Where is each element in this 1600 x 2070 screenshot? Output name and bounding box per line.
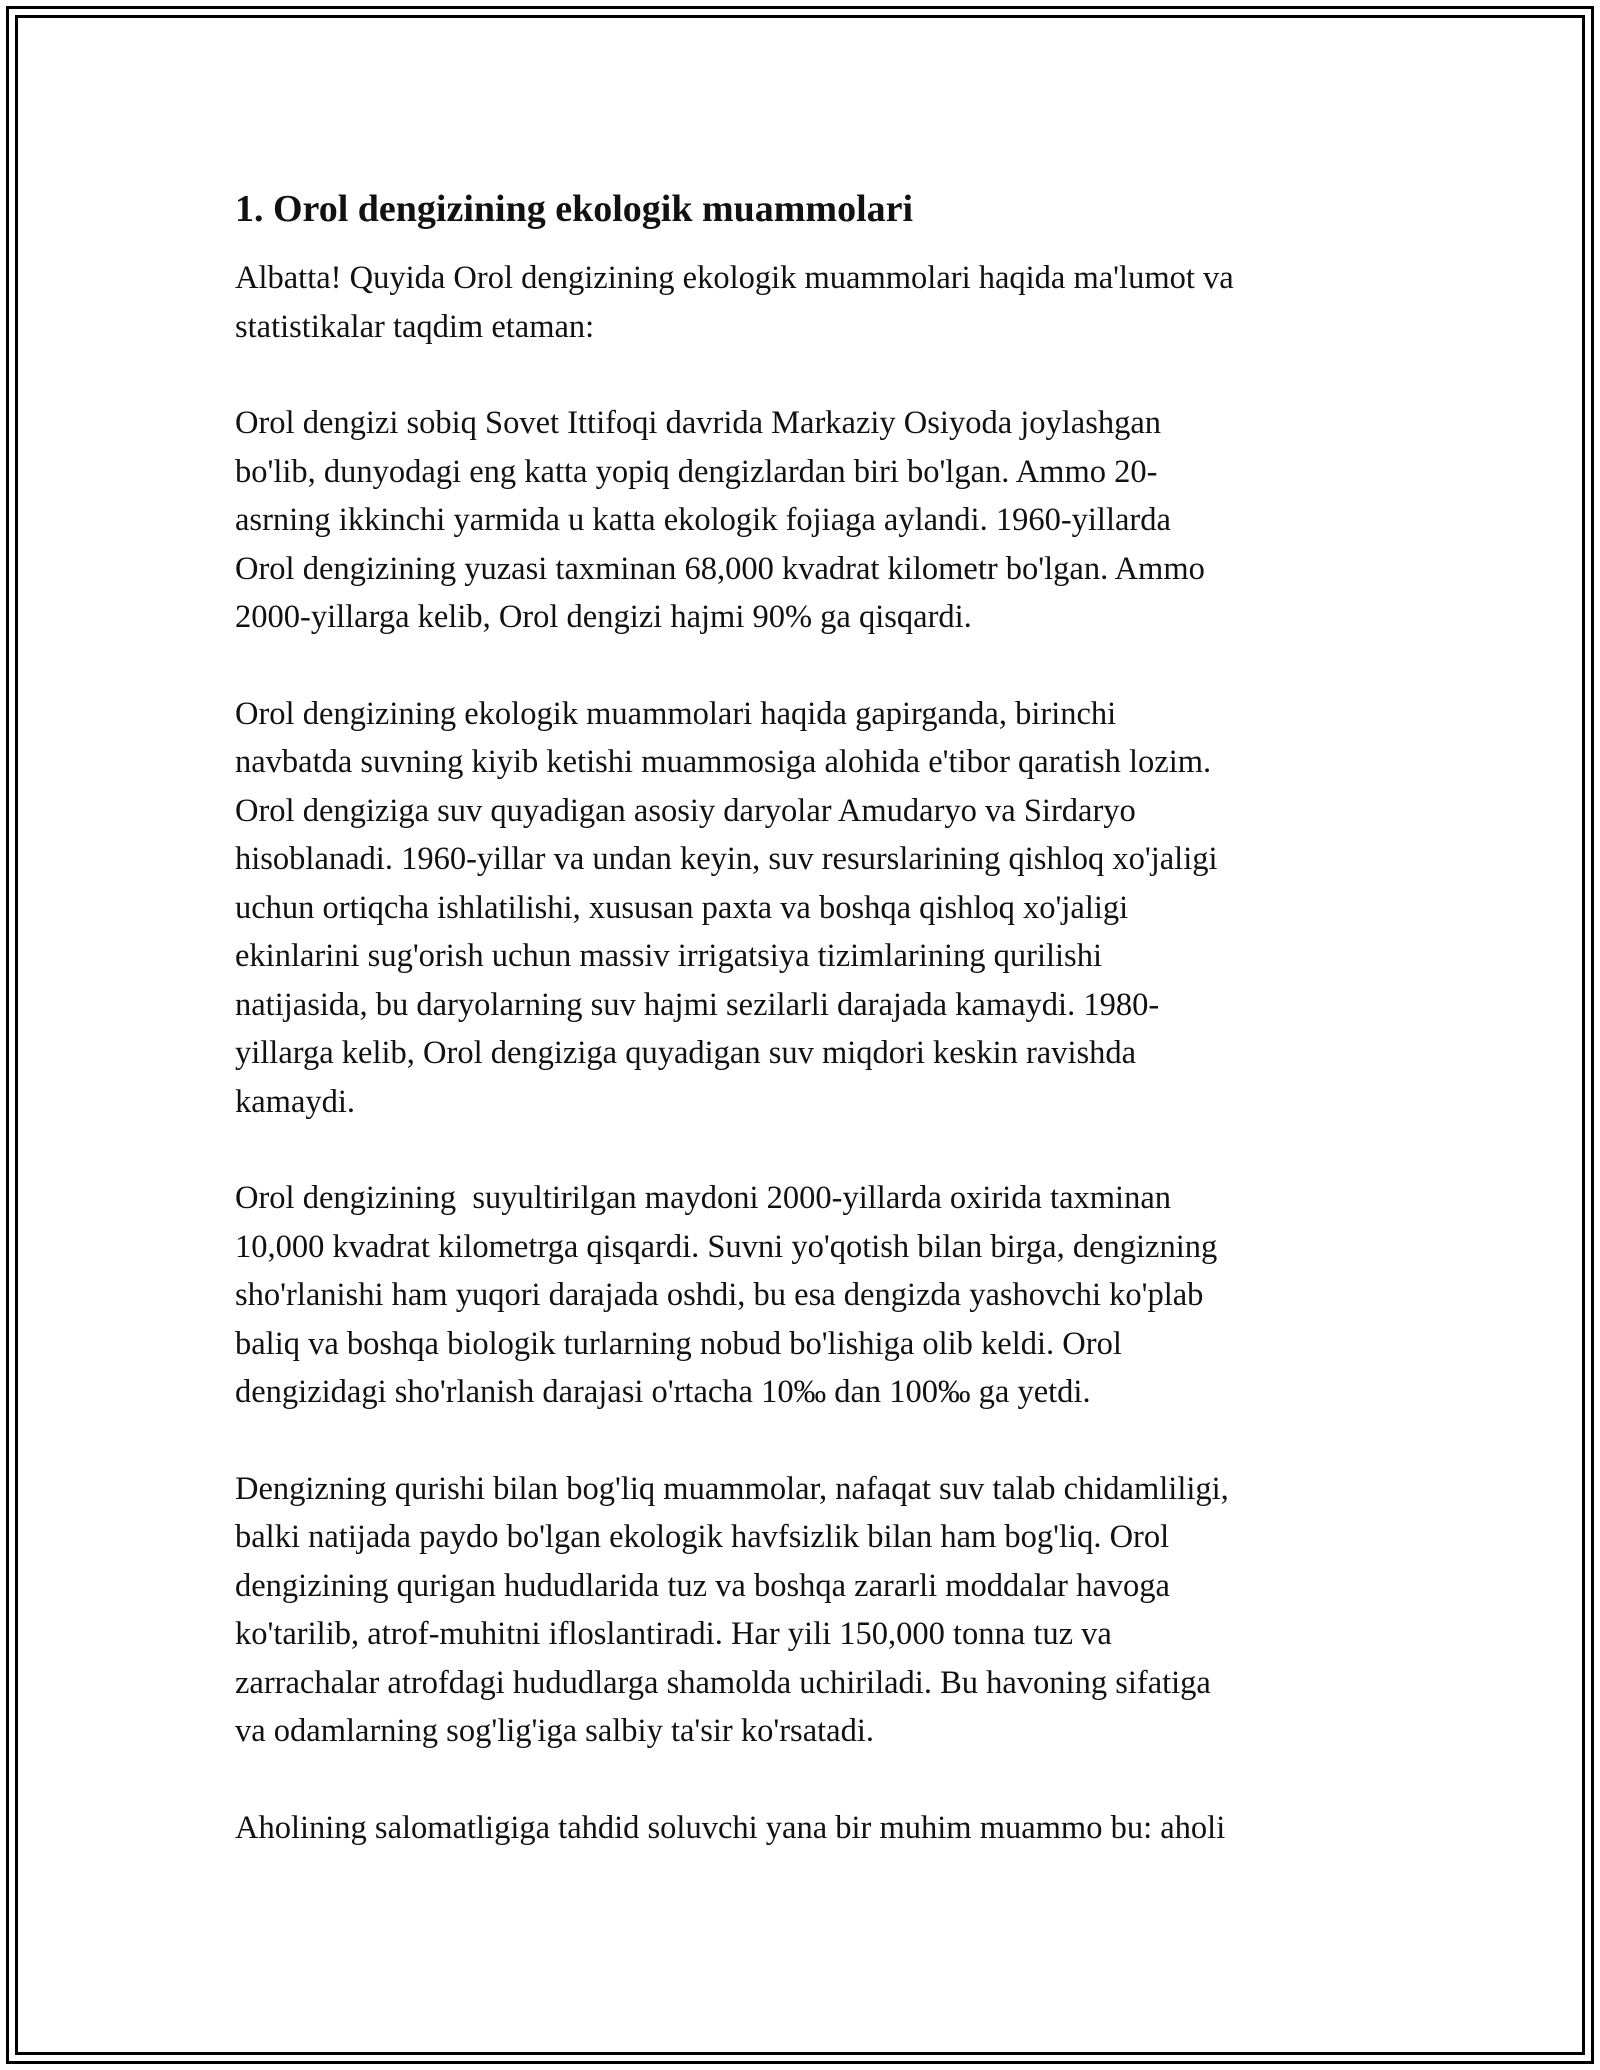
paragraph-rivers: Orol dengizining ekologik muammolari haqida gapirganda, birinchi navbatda suvning kiyib ketishi muammosiga alohida e'tibor qaratish lozim. Orol dengiziga suv quyadigan asosiy daryolar Amudaryo va Sirdaryo hisoblanadi. 1960-yillar va undan keyin, suv resurslarining qishloq xo'jaligi uchun ortiqcha ishlatilishi, xususan paxta va boshqa qishloq xo'jaligi ekinlarini sug'orish uchun massiv irrigatsiya tizimlarining qurilishi natijasida, bu daryolarning suv hajmi sezilarli darajada kamaydi. 1980- yillarga kelib, Orol dengiziga quyadigan suv miqdori keskin ravishda kamaydi. xyxy=(235,695,1218,1120)
paragraph-history: Orol dengizi sobiq Sovet Ittifoqi davrida Markaziy Osiyoda joylashgan bo'lib, dunyodagi eng katta yopiq dengizlardan biri bo'lgan. Ammo 20- asrning ikkinchi yarmida u katta ekologik fojiaga aylandi. 1960-yillarda Orol dengizining yuzasi taxminan 68,000 kvadrat kilometr bo'lgan. Ammo 2000-yillarga kelib, Orol dengizi hajmi 90% ga qisqardi. xyxy=(235,405,1205,636)
document-page xyxy=(235,185,1375,1900)
paragraph-intro: Albatta! Quyida Orol dengizining ekologik muammolari haqida ma'lumot va statistikalar taqdim etaman: xyxy=(235,260,1234,345)
section-heading: 1. Orol dengizining ekologik muammolari xyxy=(235,188,914,230)
paragraph-health: Aholining salomatligiga tahdid soluvchi yana bir muhim muammo bu: aholi xyxy=(235,1809,1226,1846)
paragraph-salinity: Orol dengizining suyultirilgan maydoni 2000-yillarda oxirida taxminan 10,000 kvadrat kilometrga qisqardi. Suvni yo'qotish bilan birga, dengizning sho'rlanishi ham yuqori darajada oshdi, bu esa dengizda yashovchi ko'plab baliq va boshqa biologik turlarning nobud bo'lishiga olib keldi. Orol dengizidagi sho'rlanish darajasi o'rtacha 10‰ dan 100‰ ga yetdi. xyxy=(235,1180,1218,1411)
paragraph-dust: Dengizning qurishi bilan bog'liq muammolar, nafaqat suv talab chidamliligi, balki natijada paydo bo'lgan ekologik havfsizlik bilan ham bog'liq. Orol dengizining qurigan hududlarida tuz va boshqa zararli moddalar havoga ko'tarilib, atrof-muhitni ifloslantiradi. Har yili 150,000 tonna tuz va zarrachalar atrofdagi hududlarga shamolda uchiriladi. Bu havoning sifatiga va odamlarning sog'lig'iga salbiy ta'sir ko'rsatadi. xyxy=(235,1470,1229,1750)
